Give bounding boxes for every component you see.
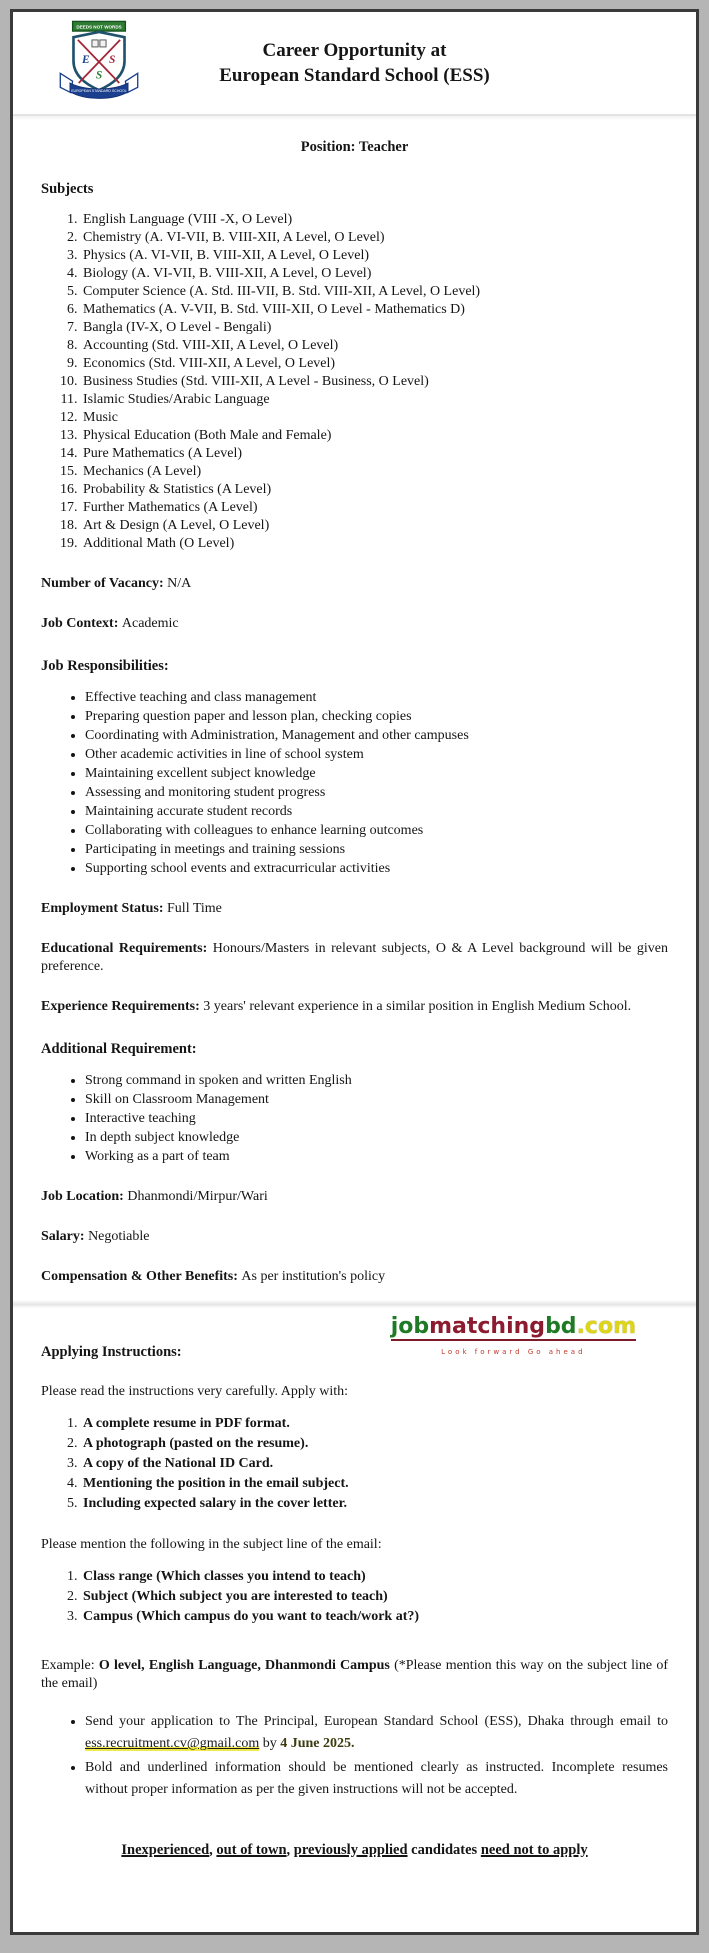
responsibility-item: • Maintaining accurate student records [85,802,668,821]
salary-label: Salary: [41,1229,85,1244]
compensation-value: As per institution's policy [241,1269,386,1284]
brand-job: job [390,1314,430,1339]
additional-requirement-item: • Strong command in spoken and written English [85,1071,668,1090]
subject-item: 12. Music [81,409,668,427]
subject-item: 10. Business Studies (Std. VIII-XII, A Level - Business, O Level) [81,373,668,391]
additional-requirement-item: • Working as a part of team [85,1147,668,1166]
job-location-label: Job Location: [41,1189,124,1204]
apply-with-item: 3. A copy of the National ID Card. [81,1454,668,1474]
email-link[interactable]: ess.recruitment.cv@gmail.com [85,1736,260,1751]
additional-requirement-item: • Interactive teaching [85,1109,668,1128]
subject-line-item: 2. Subject (Which subject you are interested to teach) [81,1587,668,1607]
school-logo [55,20,143,107]
application-deadline: 4 June 2025. [280,1736,355,1751]
salary-row [41,1228,668,1246]
example-suffix: (*Please mention this way on the subject line of the email) [41,1658,668,1691]
job-context-label: Job Context: [41,616,119,631]
vacancy-value: N/A [167,576,192,591]
subjects-list [41,211,668,553]
apply-with-item: 5. Including expected salary in the cover letter. [81,1494,668,1514]
subject-item: 1. English Language (VIII -X, O Level) [81,211,668,229]
section-divider [13,1300,696,1308]
document-body [13,116,696,1932]
subject-item: 13. Physical Education (Both Male and Female) [81,427,668,445]
example-paragraph [41,1657,668,1693]
responsibility-item: • Preparing question paper and lesson plan, checking copies [85,707,668,726]
apply-with-item: 4. Mentioning the position in the email subject. [81,1474,668,1494]
applying-instructions-heading: Applying Instructions: [41,1344,182,1360]
footer-previously-applied: previously applied [293,1842,408,1858]
experience-requirements-value: 3 years' relevant experience in a similar position in English Medium School. [203,999,632,1014]
subject-line-item: 3. Campus (Which campus do you want to teach/work at?) [81,1607,668,1627]
position-title: Position: Teacher [300,139,409,155]
responsibility-item: • Assessing and monitoring student progress [85,783,668,802]
salary-value: Negotiable [88,1229,150,1244]
employment-status-value: Full Time [167,901,222,916]
responsibility-item: • Maintaining excellent subject knowledge [85,764,668,783]
send-instructions-list [41,1711,668,1801]
subject-item: 8. Accounting (Std. VIII-XII, A Level, O Level) [81,337,668,355]
job-location-row [41,1188,668,1206]
footer-out-of-town: out of town [216,1842,287,1858]
compensation-label: Compensation & Other Benefits: [41,1269,238,1284]
crest-ribbon-text: EUROPEAN STANDARD SCHOOL [71,89,127,94]
responsibilities-heading: Job Responsibilities: [41,658,169,674]
additional-requirement-item: • Skill on Classroom Management [85,1090,668,1109]
responsibility-item: • Supporting school events and extracurricular activities [85,859,668,878]
footer-need-not-apply: need not to apply [480,1842,588,1858]
footer-notice [41,1841,668,1859]
subject-item: 3. Physics (A. VI-VII, B. VIII-XII, A Level, O Level) [81,247,668,265]
subject-item: 7. Bangla (IV-X, O Level - Bengali) [81,319,668,337]
job-location-value: Dhanmondi/Mirpur/Wari [127,1189,268,1204]
vacancy-row [41,575,668,593]
compensation-row [41,1268,668,1286]
title-line-1: Career Opportunity at [262,40,447,61]
job-posting-document [10,9,699,1935]
subjects-heading: Subjects [41,181,94,197]
school-crest-icon [55,20,143,102]
responsibility-item: • Effective teaching and class management [85,688,668,707]
subject-line-intro: Please mention the following in the subject line of the email: [41,1537,382,1552]
send-prefix: Send your application to The Principal, European Standard School (ESS), Dhaka through email to [85,1714,668,1729]
apply-with-list [41,1414,668,1514]
employment-status-row [41,900,668,918]
responsibility-item: • Participating in meetings and training sessions [85,840,668,859]
title-line-2: European Standard School (ESS) [219,65,490,86]
subject-item: 15. Mechanics (A Level) [81,463,668,481]
subject-item: 14. Pure Mathematics (A Level) [81,445,668,463]
experience-requirements-label: Experience Requirements: [41,999,200,1014]
crest-letter-s2: S [95,69,103,82]
subject-item: 18. Art & Design (A Level, O Level) [81,517,668,535]
apply-with-item: 1. A complete resume in PDF format. [81,1414,668,1434]
subject-item: 11. Islamic Studies/Arabic Language [81,391,668,409]
brand-dotcom: .com [576,1314,636,1339]
footer-sep: candidates [407,1842,481,1858]
bold-underline-note-item: • Bold and underlined information should be mentioned clearly as instructed. Incomplete resumes without proper information as per the given instructions will not be accepted. [85,1757,668,1801]
footer-sep: , [286,1842,294,1858]
footer-sep: , [209,1842,217,1858]
subject-line-item: 1. Class range (Which classes you intend to teach) [81,1567,668,1587]
additional-requirement-list [41,1071,668,1166]
applying-intro: Please read the instructions very carefully. Apply with: [41,1384,349,1399]
job-context-row [41,615,668,633]
applying-header-row [41,1316,668,1361]
additional-requirement-heading: Additional Requirement: [41,1041,197,1057]
brand-tagline: Look forward Go ahead [391,1339,636,1361]
crest-letter-s1: S [109,53,116,66]
jobmatchingbd-logo [391,1316,636,1361]
subject-item: 5. Computer Science (A. Std. III-VII, B. Std. VIII-XII, A Level, O Level) [81,283,668,301]
educational-requirements-value: Honours/Masters in relevant subjects, O & A Level background will be given preference. [41,941,669,974]
send-application-item [85,1711,668,1755]
employment-status-label: Employment Status: [41,901,164,916]
document-header [13,12,696,116]
additional-requirement-item: • In depth subject knowledge [85,1128,668,1147]
send-mid: by [259,1736,281,1751]
crest-letter-e: E [81,53,90,66]
footer-inexperienced: Inexperienced [121,1842,210,1858]
subject-item: 2. Chemistry (A. VI-VII, B. VIII-XII, A Level, O Level) [81,229,668,247]
brand-matching: matching [429,1314,546,1339]
subject-item: 16. Probability & Statistics (A Level) [81,481,668,499]
responsibility-item: • Other academic activities in line of school system [85,745,668,764]
example-subject: O level, English Language, Dhanmondi Campus [98,1658,390,1673]
subject-item: 6. Mathematics (A. V-VII, B. Std. VIII-XII, O Level - Mathematics D) [81,301,668,319]
responsibilities-list [41,688,668,878]
brand-bd: bd [545,1314,577,1339]
jobmatchingbd-wordmark [391,1316,636,1338]
educational-requirements-row [41,940,668,976]
subject-line-list [41,1567,668,1627]
crest-motto: DEEDS NOT WORDS [76,24,122,30]
subject-item: 4. Biology (A. VI-VII, B. VIII-XII, A Level, O Level) [81,265,668,283]
responsibility-item: • Coordinating with Administration, Management and other campuses [85,726,668,745]
educational-requirements-label: Educational Requirements: [41,941,208,956]
vacancy-label: Number of Vacancy: [41,576,164,591]
apply-with-item: 2. A photograph (pasted on the resume). [81,1434,668,1454]
subject-item: 9. Economics (Std. VIII-XII, A Level, O Level) [81,355,668,373]
experience-requirements-row [41,998,668,1016]
job-context-value: Academic [121,616,179,631]
responsibility-item: • Collaborating with colleagues to enhance learning outcomes [85,821,668,840]
example-prefix: Example: [41,1658,99,1673]
subject-item: 17. Further Mathematics (A Level) [81,499,668,517]
subject-item: 19. Additional Math (O Level) [81,535,668,553]
